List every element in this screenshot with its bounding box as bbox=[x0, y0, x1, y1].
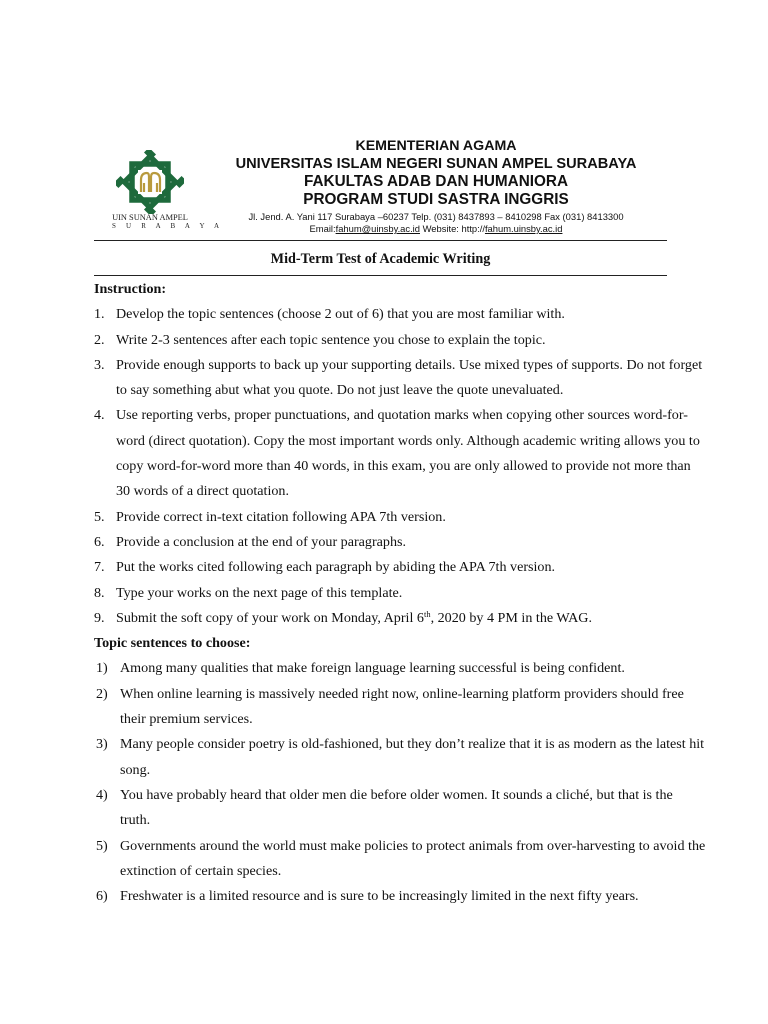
topic-list bbox=[94, 656, 706, 909]
list-number: 5. bbox=[94, 508, 105, 525]
topics-heading: Topic sentences to choose: bbox=[94, 635, 251, 652]
logo-caption bbox=[108, 213, 224, 231]
website-link[interactable]: fahum.uinsby.ac.id bbox=[484, 223, 563, 234]
list-number: 4. bbox=[94, 407, 105, 424]
list-item-text: Develop the topic sentences (choose 2 out of 6) that you are most familiar with. bbox=[116, 306, 565, 323]
logo-caption-line1: UIN SUNAN AMPEL bbox=[112, 213, 188, 222]
uin-sunan-ampel-emblem-icon bbox=[116, 150, 184, 214]
list-item-text: Put the works cited following each paragraph by abiding the APA 7th version. bbox=[116, 559, 556, 576]
title-divider bbox=[94, 275, 667, 276]
list-number: 1. bbox=[94, 306, 105, 323]
list-number: 6) bbox=[96, 888, 108, 905]
list-number: 2) bbox=[96, 685, 108, 702]
list-item-text: Freshwater is a limited resource and is sure to be increasingly limited in the next fifty years. bbox=[120, 888, 639, 905]
address-line: Jl. Jend. A. Yani 117 Surabaya –60237 Telp. (031) 8437893 – 8410298 Fax (031) 8413300 bbox=[248, 211, 624, 222]
list-item-text: Governments around the world must make policies to protect animals from over-harvesting to avoid the extinction of certain species. bbox=[120, 837, 706, 879]
list-item-text-end: , 2020 by 4 PM in the WAG. bbox=[430, 609, 593, 626]
list-item bbox=[94, 581, 706, 606]
letterhead-heading bbox=[196, 138, 676, 208]
email-link[interactable]: fahum@uinsby.ac.id bbox=[335, 223, 420, 234]
list-item bbox=[94, 403, 706, 504]
list-item-text: Among many qualities that make foreign language learning successful is being confident. bbox=[120, 660, 625, 677]
document-title: Mid-Term Test of Academic Writing bbox=[270, 251, 491, 267]
list-number: 3. bbox=[94, 356, 105, 373]
letterhead-divider bbox=[94, 240, 667, 241]
list-item bbox=[94, 302, 706, 327]
list-item bbox=[94, 834, 706, 885]
list-item-text: Use reporting verbs, proper punctuations, and quotation marks when copying other sources word-for-word (direct quotation). Copy the most important words only. Although academic writing allows you to copy word-for-word more than 40 words, in this exam, you are only allowed to provide not more than 30 words of a direct quotation. bbox=[116, 407, 700, 500]
faculty-name: FAKULTAS ADAB DAN HUMANIORA bbox=[304, 173, 568, 190]
list-number: 3) bbox=[96, 736, 108, 753]
list-number: 1) bbox=[96, 660, 108, 677]
instruction-list bbox=[94, 302, 706, 631]
list-number: 5) bbox=[96, 837, 108, 854]
list-item bbox=[94, 530, 706, 555]
university-name: UNIVERSITAS ISLAM NEGERI SUNAN AMPEL SURABAYA bbox=[235, 155, 637, 172]
list-item-text: When online learning is massively needed right now, online-learning platform providers should free their premium services. bbox=[120, 685, 684, 728]
list-item-text: You have probably heard that older men die before older women. It sounds a cliché, but that is the truth. bbox=[120, 786, 673, 829]
list-item-text: Many people consider poetry is old-fashioned, but they don’t realize that it is as modern as the latest hit song. bbox=[120, 736, 705, 778]
list-item bbox=[94, 353, 706, 404]
list-item bbox=[94, 328, 706, 353]
list-number: 6. bbox=[94, 533, 105, 550]
list-item bbox=[94, 555, 706, 580]
list-number: 8. bbox=[94, 584, 105, 601]
list-item bbox=[94, 783, 706, 834]
ordinal-suffix: th bbox=[423, 608, 431, 619]
list-item bbox=[94, 884, 706, 909]
list-number: 4) bbox=[96, 786, 108, 803]
list-item bbox=[94, 732, 706, 783]
list-number: 7. bbox=[94, 559, 105, 576]
list-item-text: Provide a conclusion at the end of your paragraphs. bbox=[116, 533, 407, 550]
contact-line bbox=[196, 223, 676, 235]
list-item bbox=[94, 682, 706, 733]
list-item bbox=[94, 656, 706, 681]
list-item bbox=[94, 505, 706, 530]
list-item-text: Write 2-3 sentences after each topic sentence you chose to explain the topic. bbox=[116, 331, 546, 348]
email-label: Email: bbox=[309, 223, 336, 234]
letterhead-address bbox=[196, 211, 676, 235]
list-number: 9. bbox=[94, 609, 105, 626]
instruction-heading: Instruction: bbox=[94, 281, 167, 297]
university-logo bbox=[108, 150, 224, 232]
logo-caption-line2: S U R A B A Y A bbox=[112, 222, 224, 230]
list-item-text: Submit the soft copy of your work on Monday, April 6 bbox=[116, 609, 424, 626]
ministry-name: KEMENTERIAN AGAMA bbox=[355, 138, 517, 154]
list-item bbox=[94, 606, 706, 631]
website-label: Website: http:// bbox=[419, 223, 485, 234]
list-item-text: Provide enough supports to back up your supporting details. Use mixed types of supports. Do not forget to say something abut what you quote. Do not just leave the quote unevaluated. bbox=[116, 356, 703, 399]
list-item-text: Type your works on the next page of this template. bbox=[116, 584, 403, 601]
list-item-text: Provide correct in-text citation following APA 7th version. bbox=[116, 508, 446, 525]
document-body bbox=[94, 277, 706, 909]
program-name: PROGRAM STUDI SASTRA INGGRIS bbox=[303, 190, 569, 208]
list-number: 2. bbox=[94, 331, 105, 348]
